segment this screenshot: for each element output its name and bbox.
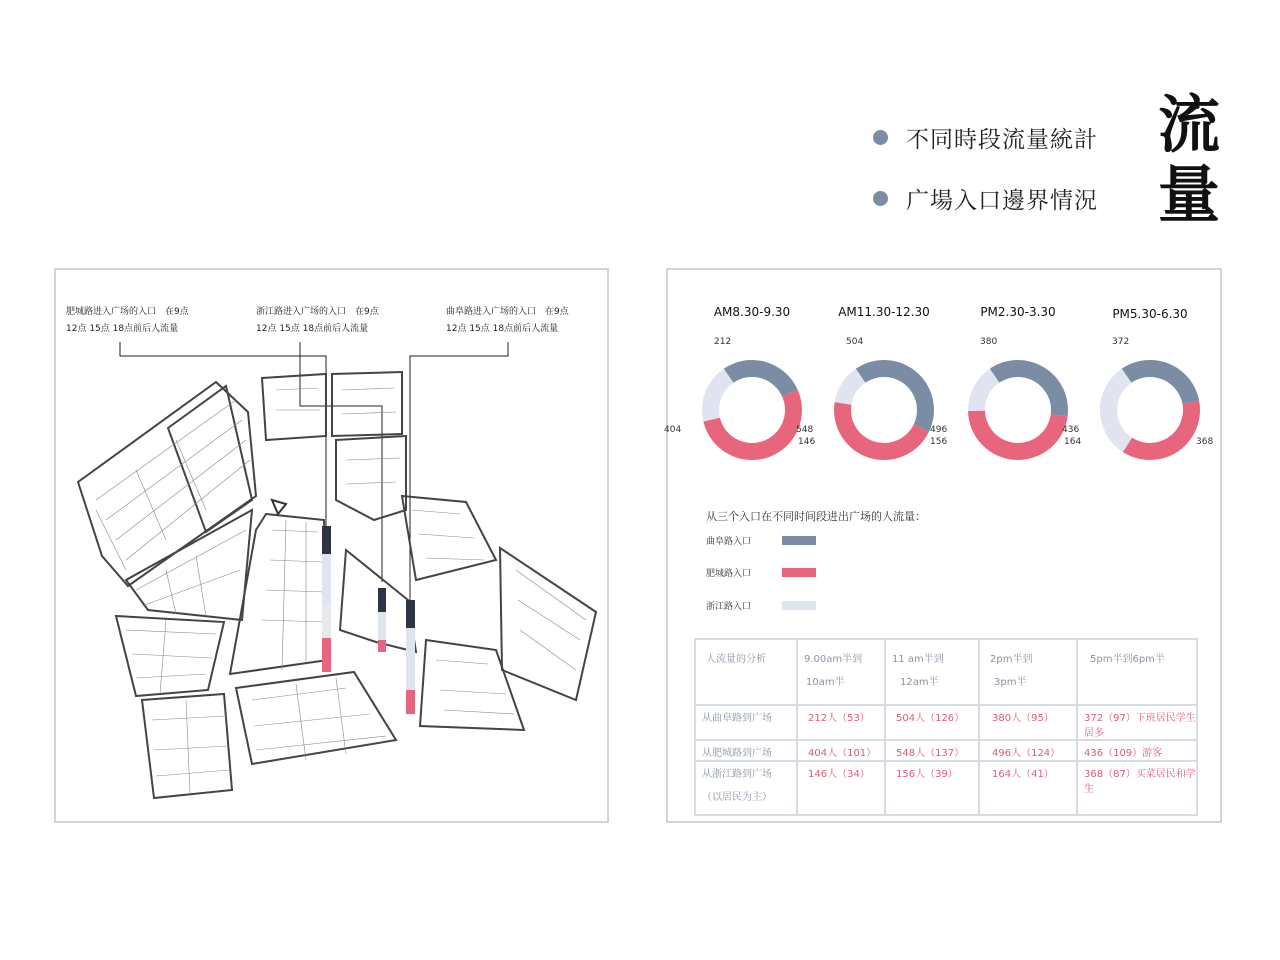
- legend-label-zhejiang: 浙江路入口: [706, 602, 752, 612]
- table-row: [695, 761, 1197, 815]
- donut-value-label: 212: [714, 337, 732, 347]
- title-char-1: 流: [1158, 88, 1221, 161]
- header-item-2: [873, 182, 1098, 215]
- block-south-w: [142, 694, 232, 798]
- table-row-label-line: （以居民为主）: [702, 792, 772, 803]
- donut-slice: [724, 360, 798, 396]
- table-cell: 496人（124）: [979, 740, 1077, 761]
- table-header-row: [695, 639, 1197, 705]
- donut-title: AM8.30-9.30: [713, 305, 791, 319]
- bullet-dot-icon: [873, 130, 888, 145]
- donut-value-label: 496: [930, 425, 948, 435]
- table-header-line: 3pm半: [994, 677, 1027, 688]
- bullet-dot-icon: [873, 191, 888, 206]
- table-cell: 404人（101）: [797, 740, 885, 761]
- donut-slice: [990, 360, 1068, 416]
- block-south: [236, 672, 396, 764]
- block-east2: [500, 548, 596, 700]
- table-header-cell: 5pm半到6pm半: [1077, 639, 1197, 705]
- legend-swatch-feicheng: [782, 568, 816, 577]
- donut-value-label: 368: [1196, 437, 1214, 447]
- legend-title: 从三个入口在不同时间段进出广场的人流量：: [706, 510, 926, 523]
- legend-swatch-qufu: [782, 536, 816, 545]
- block-center: [230, 514, 328, 674]
- table-cell: 146人（34）: [797, 761, 885, 815]
- donut-value-label: 164: [1064, 437, 1082, 447]
- block-n4: [336, 436, 406, 520]
- donut-slice: [834, 402, 929, 460]
- chart-panel: [666, 268, 1222, 823]
- map-label-line: 曲阜路进入广场的入口 在9点: [446, 307, 569, 317]
- block-n3: [332, 372, 402, 436]
- table-row-label: [695, 761, 797, 815]
- header-text: 不同時段流量統計: [906, 127, 1098, 153]
- donut-value-label: 436: [1062, 425, 1080, 435]
- triangle-marker-icon: [272, 500, 286, 514]
- block-center-west: [126, 510, 252, 620]
- table-row: [695, 705, 1197, 740]
- table-header-cell: 人流量的分析: [695, 639, 797, 705]
- entrance-bar-qufu: [406, 600, 415, 714]
- donut-slice: [1100, 369, 1132, 452]
- table-header-line: 12am半: [900, 677, 939, 688]
- table-cell: 212人（53）: [797, 705, 885, 740]
- table-cell: 436（109）游客: [1077, 740, 1197, 761]
- block-nw: [78, 382, 256, 586]
- table-header-line: 9.00am半到: [804, 654, 863, 665]
- table-header-line: 11 am半到: [892, 654, 944, 665]
- table-header-line: 10am半: [806, 677, 845, 688]
- entrance-bar-zhejiang: [378, 588, 386, 652]
- header-item-1: [873, 121, 1098, 154]
- block-east: [420, 640, 524, 730]
- entrance-bar-feicheng: [322, 526, 331, 672]
- leader-line-zhejiang: [300, 342, 382, 582]
- table-header-cell: [885, 639, 979, 705]
- donut-title: AM11.30-12.30: [838, 305, 930, 319]
- site-map: [56, 270, 607, 821]
- donut-value-label: 548: [796, 425, 814, 435]
- table-row: [695, 740, 1197, 761]
- donut-value-label: 156: [930, 437, 948, 447]
- table-cell: 372（97）下班居民学生居多: [1077, 705, 1197, 740]
- flow-table: [694, 638, 1198, 816]
- map-label-line: 肥城路进入广场的入口 在9点: [66, 307, 189, 317]
- table-cell: 380人（95）: [979, 705, 1077, 740]
- donut-value-label: 504: [846, 337, 864, 347]
- block-n2: [262, 374, 326, 440]
- table-row-label-line: 从浙江路到广场: [702, 769, 772, 780]
- donut-title: PM2.30-3.30: [980, 305, 1056, 319]
- table-cell: 164人（41）: [979, 761, 1077, 815]
- table-cell: 368（87）买菜居民和学生: [1077, 761, 1197, 815]
- block-ne: [402, 496, 496, 580]
- donut-value-label: 146: [798, 437, 816, 447]
- table-cell: 548人（137）: [885, 740, 979, 761]
- donut-charts: [664, 290, 1220, 490]
- donut-slice: [1123, 401, 1200, 460]
- map-label-line: 12点 15点 18点前后人流量: [446, 324, 559, 334]
- legend-label-qufu: 曲阜路入口: [706, 537, 752, 547]
- donut-value-label: 404: [664, 425, 682, 435]
- table-header-cell: [979, 639, 1077, 705]
- donut-value-label: 380: [980, 337, 998, 347]
- table-header-line: 2pm半到: [990, 654, 1033, 665]
- map-label-line: 12点 15点 18点前后人流量: [66, 324, 179, 334]
- title-char-2: 量: [1158, 158, 1221, 231]
- map-label-line: 12点 15点 18点前后人流量: [256, 324, 369, 334]
- donut-slice: [702, 369, 733, 422]
- legend-swatch-zhejiang: [782, 601, 816, 610]
- header-text: 广場入口邊界情況: [906, 188, 1098, 214]
- table-row-label: 从肥城路到广场: [695, 740, 797, 761]
- map-label-line: 浙江路进入广场的入口 在9点: [256, 307, 379, 317]
- donut-slice: [968, 411, 1068, 460]
- table-row-label: 从曲阜路到广场: [695, 705, 797, 740]
- map-panel: [54, 268, 609, 823]
- donut-slice: [856, 360, 934, 432]
- donut-slice: [1122, 360, 1199, 404]
- legend-label-feicheng: 肥城路入口: [706, 569, 752, 579]
- table-header-cell: [797, 639, 885, 705]
- donut-value-label: 372: [1112, 337, 1130, 347]
- table-cell: 156人（39）: [885, 761, 979, 815]
- donut-title: PM5.30-6.30: [1112, 307, 1188, 321]
- table-cell: 504人（126）: [885, 705, 979, 740]
